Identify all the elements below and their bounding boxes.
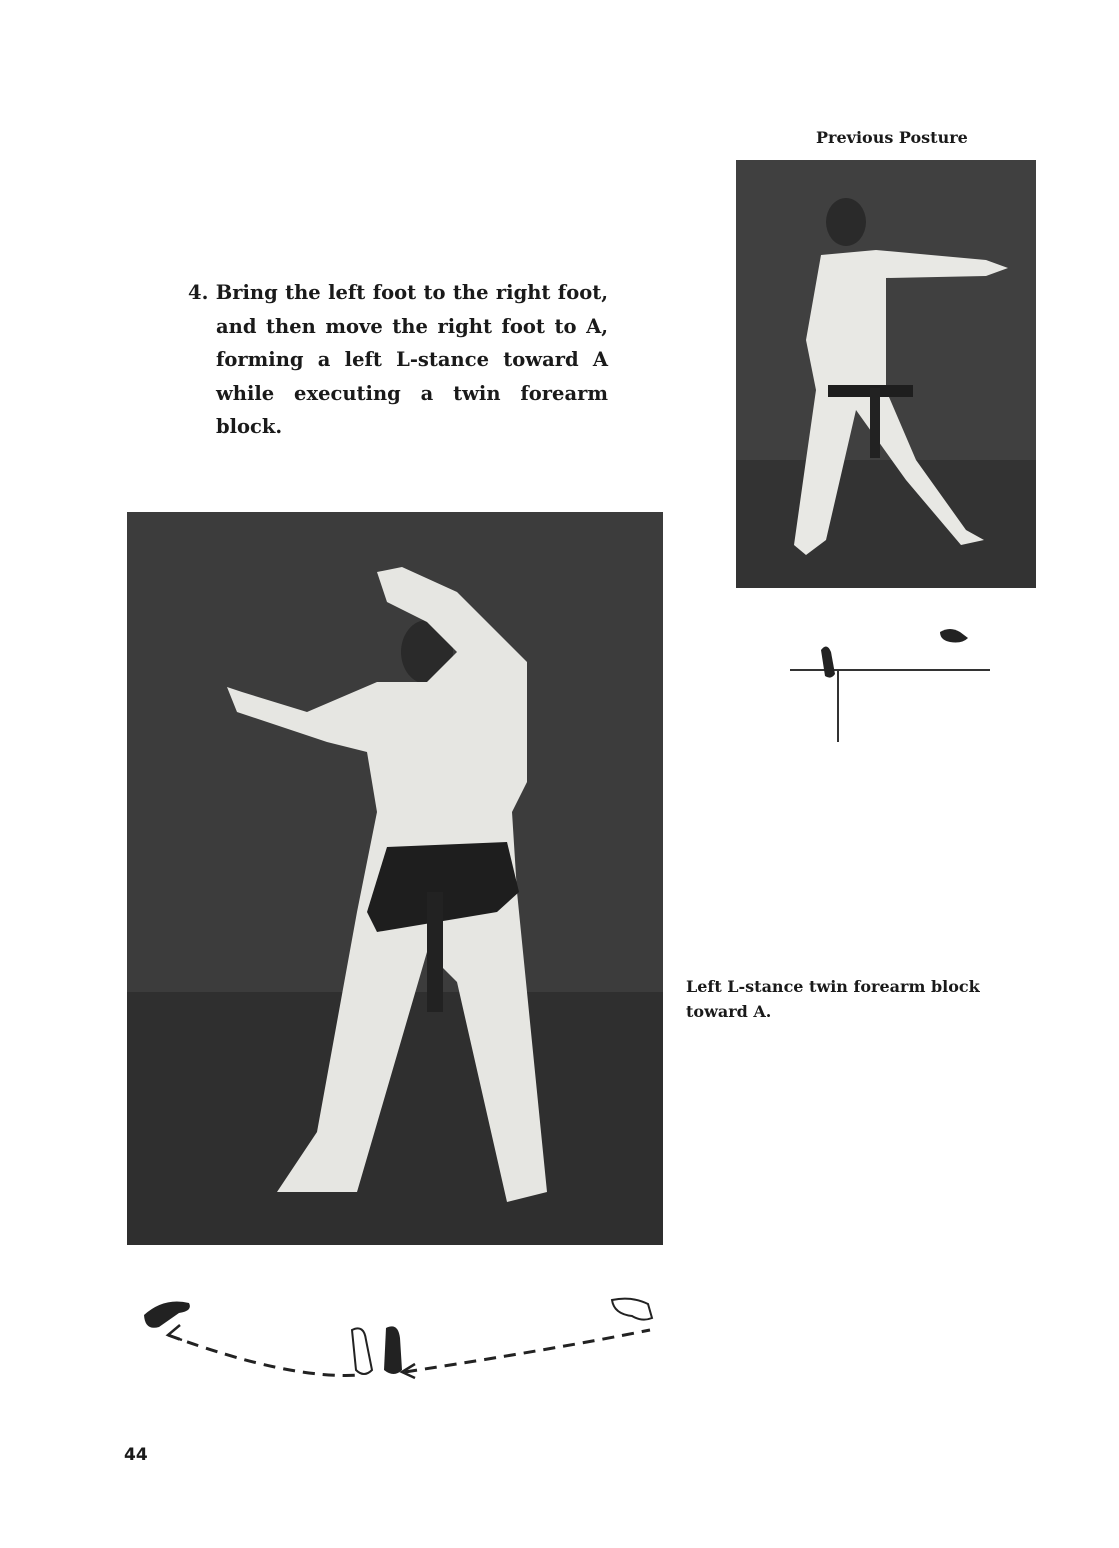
step-line: forming a left L-stance toward A — [216, 348, 608, 371]
previous-posture-figure — [736, 160, 1036, 588]
step-line: 4. Bring the left foot to the right foot, — [188, 281, 608, 304]
foot-print-icon — [144, 1302, 190, 1328]
foot-print-icon — [352, 1328, 372, 1374]
main-posture-figure — [127, 512, 663, 1245]
foot-print-icon — [821, 646, 835, 677]
step-line: while executing a twin forearm — [216, 381, 608, 405]
page-number: 44 — [124, 1445, 148, 1465]
foot-print-icon — [612, 1299, 652, 1320]
step-line: and then move the right foot to A, — [216, 314, 608, 338]
foot-print-icon — [384, 1326, 402, 1374]
step-line: block. — [216, 415, 283, 438]
caption-line: Left L-stance twin forearm block — [686, 977, 980, 996]
photo-caption — [686, 974, 980, 1024]
footstep-path-diagram — [130, 1290, 670, 1385]
main-posture-photo — [127, 512, 663, 1245]
caption-line: toward A. — [686, 1002, 772, 1021]
previous-posture-photo — [736, 160, 1036, 588]
previous-posture-label: Previous Posture — [816, 128, 968, 147]
previous-posture-foot-diagram — [785, 620, 995, 745]
step-instruction — [188, 276, 608, 444]
foot-print-icon — [940, 629, 968, 643]
